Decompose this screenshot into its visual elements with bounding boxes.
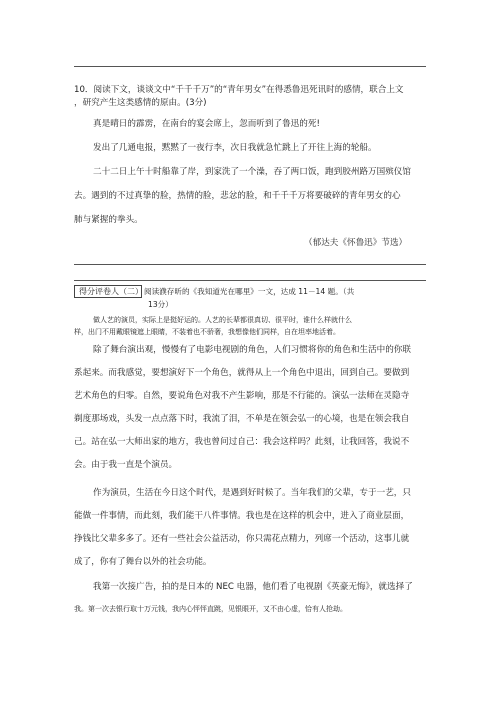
passage-line-4: 剃度那场戏，头发一点点落下时，我流了泪，不单是在领会弘一的心境，也是在领会我自 xyxy=(74,414,410,424)
q10-prompt-line2: ，研究产生这类感情的原由。(3分) xyxy=(74,98,207,108)
passage-line-7: 作为演员，生活在今日这个时代，是遇到好时候了。当年我们的父辈，专于一艺，只 xyxy=(93,488,411,498)
section2-intro-line2: 13分） xyxy=(148,300,173,309)
passage-small-line3: 我。第一次去银行取十万元钱，我内心怦怦直跳，见银眼开，又不由心虚，恰有人抢劫。 xyxy=(74,605,347,613)
q10-prompt-line1: 10．阅读下文，谈谈文中“千千千万”的“青年男女”在得悉鲁迅死讯时的感情，联合上文 xyxy=(74,85,404,95)
passage-small-line2: 样，出门不用戴眼镜遮上眼睛，不装着也不骄奢，我想像他们同样，自在坦率地活着。 xyxy=(74,328,340,336)
passage-line-11: 我第一次接广告，拍的是日本的 NEC 电器，他们看了电视剧《英豪无悔》，就选择了 xyxy=(93,582,413,592)
mid-rule-1 xyxy=(74,264,426,265)
passage-line-6: 会。由于我一直是个演员。 xyxy=(74,460,178,470)
mid-rule-2 xyxy=(74,280,426,281)
q10-paragraph-1: 真是晴日的霹雳，在南台的宴会席上，忽而听到了鲁迅的死! xyxy=(93,119,320,129)
passage-line-3: 艺术角色的归零。自然，要说角色对我不产生影响，那是不行能的。演弘一法师在灵隐寺 xyxy=(74,391,410,401)
q10-paragraph-3-line1: 二十二日上午十时船靠了岸，到家洗了一个澡，吞了两口饭，跑到胶州路万国殡仪馆 xyxy=(93,167,411,177)
passage-line-2: 系起来。而我感觉，要想演好下一个角色，就得从上一个角色中退出，回到自己。要做到 xyxy=(74,368,410,378)
passage-line-9: 挣钱比父辈多多了。还有一些社会公益活动，你只需花点精力，列席一个活动，这事儿就 xyxy=(74,534,410,544)
passage-line-10: 成了，你有了舞台以外的社会功能。 xyxy=(74,557,212,567)
section2-intro-line1: 阅读濮存昕的《我知道光在哪里》一文，达成 11－14 题。（共 xyxy=(144,287,355,296)
passage-line-5: 己。站在弘一大师出家的地方，我也曾问过自己：我会这样吗？此刻，让我回答，我说不 xyxy=(74,437,410,447)
top-rule xyxy=(74,66,426,67)
q10-paragraph-3-line2: 去。遇到的不过真挚的脸，热情的脸，悲忿的脸，和千千千万将要破碎的青年男女的心 xyxy=(74,191,401,201)
q10-paragraph-2: 发出了几通电报，黙黙了一夜行李，次日我就急忙跳上了开往上海的轮船。 xyxy=(93,143,377,153)
score-box-label: 得分评卷人（二） xyxy=(79,287,143,296)
passage-small-line1: 做人艺的演员，实际上是挺好运的。人艺的长辈都很真切、很平时，谁什么样就什么 xyxy=(93,316,352,324)
score-box xyxy=(74,285,142,298)
q10-paragraph-3-line3: 肺与紧握的拳头。 xyxy=(74,215,143,225)
passage-line-8: 能做一件事情，而此刻，我们能干八件事情。我也是在这样的机会中，进入了商业层面， xyxy=(74,511,410,521)
q10-source: （郁达夫《怀鲁迅》节选） xyxy=(304,238,408,248)
passage-line-1: 除了舞台演出观，慢慢有了电影电视剧的角色，人们习惯将你的角色和生活中的你联 xyxy=(93,345,411,355)
